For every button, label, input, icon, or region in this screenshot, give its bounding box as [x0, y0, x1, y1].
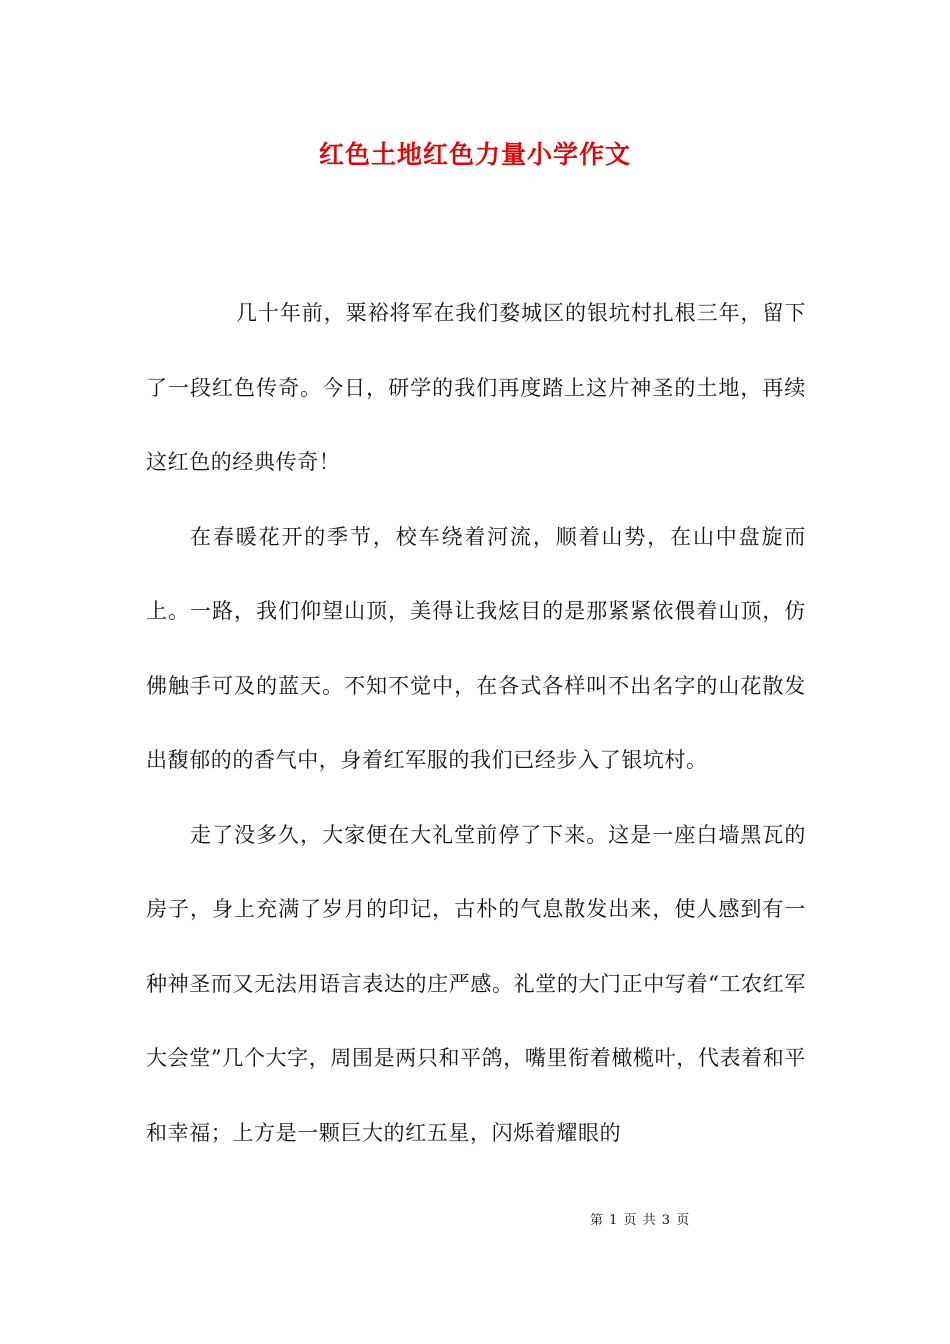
document-body [146, 276, 806, 1170]
page-number-footer: 第 1 页 共 3 页 [590, 1213, 691, 1228]
paragraph-3: 走了没多久，大家便在大礼堂前停了下来。这是一座白墙黑瓦的房子，身上充满了岁月的印记，古朴的气息散发出来，使人感到有一种神圣而又无法用语言表达的庄严感。礼堂的大门正中写着“工农红军大会堂”几个大字，周围是两只和平鸽，嘴里衔着橄榄叶，代表着和平和幸福；上方是一颗巨大的红五星，闪烁着耀眼的 [146, 822, 806, 1145]
paragraph-1: 几十年前，粟裕将军在我们婺城区的银坑村扎根三年，留下了一段红色传奇。今日，研学的我们再度踏上这片神圣的土地，再续这红色的经典传奇！ [146, 301, 806, 474]
document-title: 红色土地红色力量小学作文 [318, 140, 631, 169]
paragraph-2: 在春暖花开的季节，校车绕着河流，顺着山势，在山中盘旋而上。一路，我们仰望山顶，美得让我炫目的是那紧紧依偎着山顶，仿佛触手可及的蓝天。不知不觉中，在各式各样叫不出名字的山花散发出馥郁的的香气中，身着红军服的我们已经步入了银坑村。 [146, 524, 806, 772]
